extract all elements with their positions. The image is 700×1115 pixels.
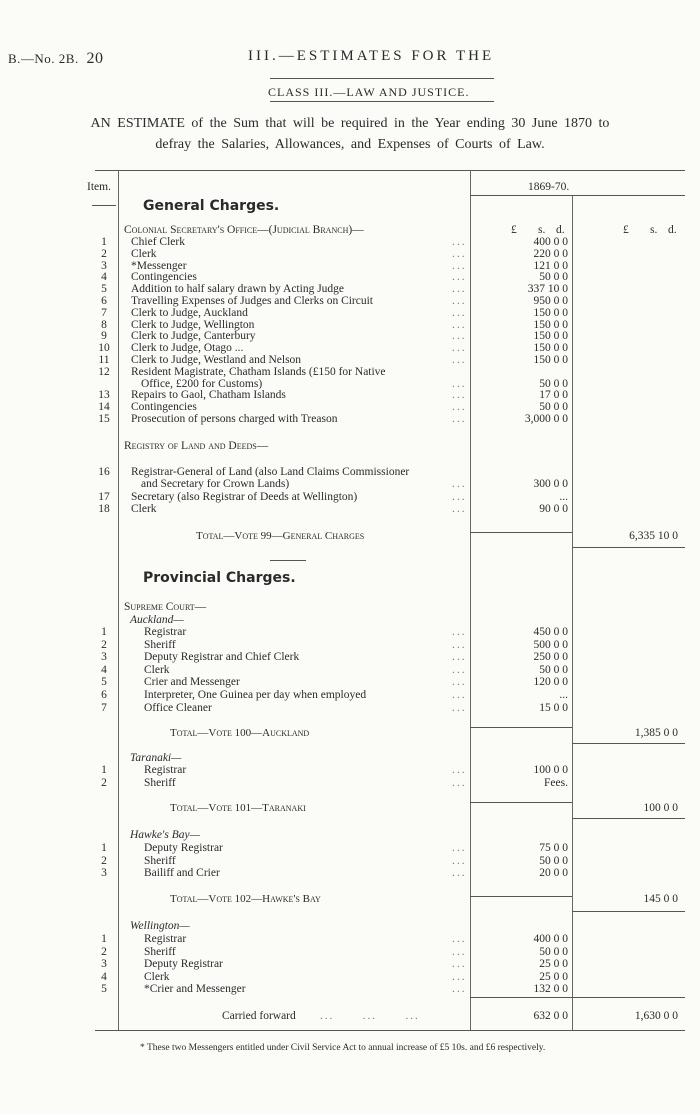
item-number: 8	[101, 318, 107, 331]
item-label: Clerk	[144, 970, 170, 983]
hawkes-bay-total-label: Total—Vote 102—Hawke's Bay	[170, 893, 321, 905]
class-heading: CLASS III.—LAW AND JUSTICE.	[268, 85, 470, 99]
general-total-rule	[572, 547, 685, 548]
item-number: 4	[101, 663, 107, 676]
item-label: Clerk to Judge, Otago ...	[131, 342, 244, 355]
item-number: 7	[101, 701, 107, 714]
item-amount: 50 0 0	[539, 663, 568, 676]
year-rule	[470, 195, 685, 196]
item-amount: 337 10 0	[527, 283, 568, 296]
item-amount: 220 0 0	[533, 247, 568, 260]
hawkes-bay-total-amount: 145 0 0	[643, 893, 678, 905]
year-header: 1869-70.	[528, 181, 570, 193]
item-number: 16	[98, 466, 110, 478]
item-amount: 50 0 0	[539, 401, 568, 414]
document-reference	[8, 50, 103, 68]
dotted-leader: ...	[452, 776, 467, 789]
item-amount: 3,000 0 0	[524, 413, 568, 425]
item-column-divider	[118, 170, 119, 1030]
amount-shilling-header: s.	[538, 224, 546, 236]
taranaki-heading: Taranaki—	[130, 752, 182, 764]
item-amount: 250 0 0	[533, 651, 568, 664]
item-number: 1	[101, 236, 107, 248]
item-amount: 100 0 0	[533, 764, 568, 776]
total-pence-header: d.	[668, 224, 677, 236]
item-label: Addition to half salary drawn by Acting Judge	[131, 283, 345, 296]
item-number: 18	[98, 503, 110, 516]
item-label: Resident Magistrate, Chatham Islands (£150 for Native	[131, 365, 386, 378]
item-amount: 50 0 0	[539, 377, 568, 390]
section-separator	[270, 560, 306, 561]
amount-pence-header: d.	[556, 224, 565, 236]
item-amount: 150 0 0	[533, 354, 568, 366]
item-number: 11	[98, 354, 110, 366]
taranaki-total-rule	[572, 818, 685, 819]
item-number: 4	[101, 970, 107, 983]
auckland-total-rule	[572, 743, 685, 744]
item-amount: 25 0 0	[539, 958, 568, 971]
item-number: 7	[101, 306, 107, 319]
item-amount: 132 0 0	[533, 983, 568, 996]
dotted-leader: ...	[452, 306, 467, 319]
footnote: * These two Messengers entitled under Civil Service Act to annual increase of £5 10s. and £6 respectively.	[140, 1043, 546, 1053]
title-rule	[270, 78, 494, 79]
item-label: Clerk	[131, 503, 157, 516]
taranaki-total-amount: 100 0 0	[643, 802, 678, 814]
item-number: 3	[101, 651, 107, 664]
item-amount: 50 0 0	[539, 854, 568, 867]
dotted-leader: ...	[452, 638, 467, 651]
item-label: *Messenger	[131, 259, 187, 272]
carried-forward-amount: 632 0 0	[533, 1010, 568, 1022]
item-amount: 120 0 0	[533, 676, 568, 689]
dotted-leader: ...	[452, 945, 467, 958]
carried-forward-label: Carried forward	[222, 1010, 296, 1022]
auckland-total-amount: 1,385 0 0	[634, 727, 678, 739]
dotted-leader: ...	[452, 701, 467, 714]
item-number: 5	[101, 983, 107, 996]
item-label: Clerk to Judge, Westland and Nelson	[131, 354, 302, 366]
dotted-leader: ...	[452, 401, 467, 414]
dotted-leader: ...	[452, 983, 467, 996]
item-number: 6	[101, 295, 107, 307]
item-label-continued: Office, £200 for Customs)	[141, 377, 263, 390]
dotted-leader: ...	[452, 854, 467, 867]
item-header-rule	[92, 205, 116, 206]
item-number: 3	[101, 958, 107, 971]
item-amount: 17 0 0	[539, 389, 568, 402]
dotted-leader: ...	[452, 842, 467, 854]
dotted-leader: ...	[452, 271, 467, 284]
item-number: 14	[98, 401, 110, 414]
item-label: Sheriff	[144, 945, 176, 958]
hawkes-bay-heading: Hawke's Bay—	[130, 829, 200, 841]
dotted-leader: ...	[452, 330, 467, 343]
dotted-leader: ...	[452, 626, 467, 638]
item-number: 3	[101, 867, 107, 880]
item-amount: 75 0 0	[539, 842, 568, 854]
item-label: Interpreter, One Guinea per day when employed	[144, 689, 367, 701]
estimate-heading-line1: AN ESTIMATE of the Sum that will be required in the Year ending 30 June 1870 to	[90, 116, 610, 131]
carried-forward-leader: ... ... ...	[320, 1010, 420, 1022]
item-number: 1	[101, 842, 107, 854]
item-amount: 150 0 0	[533, 318, 568, 331]
item-label-continued: and Secretary for Crown Lands)	[141, 478, 290, 491]
dotted-leader: ...	[452, 478, 467, 491]
item-amount: 121 0 0	[533, 259, 568, 272]
registry-heading: Registry of Land and Deeds—	[124, 440, 269, 452]
item-number: 15	[98, 413, 110, 425]
dotted-leader: ...	[452, 318, 467, 331]
supreme-court-heading: Supreme Court—	[124, 601, 207, 613]
item-label: Sheriff	[144, 638, 176, 651]
item-number: 2	[101, 945, 107, 958]
dotted-leader: ...	[452, 236, 467, 248]
general-subtotal-rule	[470, 532, 572, 533]
item-header: Item.	[87, 181, 111, 193]
item-amount: 300 0 0	[533, 478, 568, 491]
item-label: Contingencies	[131, 401, 197, 414]
item-label: Deputy Registrar and Chief Clerk	[144, 651, 300, 664]
item-amount: 150 0 0	[533, 342, 568, 355]
dotted-leader: ...	[452, 958, 467, 971]
item-number: 2	[101, 854, 107, 867]
estimate-heading-line2: defray the Salaries, Allowances, and Expenses of Courts of Law.	[155, 137, 545, 152]
item-number: 13	[98, 389, 110, 402]
item-label: Deputy Registrar	[144, 958, 223, 971]
general-total-amount: 6,335 10 0	[629, 530, 678, 542]
page-title: III.—ESTIMATES FOR THE	[248, 48, 495, 64]
item-label: Registrar	[144, 764, 187, 776]
hawkes-bay-total-rule	[572, 911, 685, 912]
item-label: Sheriff	[144, 776, 176, 789]
dotted-leader: ...	[452, 676, 467, 689]
total-column-divider	[572, 195, 573, 1030]
item-label: Sheriff	[144, 854, 176, 867]
table-bottom-rule	[95, 1030, 685, 1031]
colonial-office-heading: Colonial Secretary's Office—(Judicial Branch)—	[124, 224, 364, 236]
item-label: Prosecution of persons charged with Treason	[131, 413, 338, 425]
carried-forward-total: 1,630 0 0	[634, 1010, 678, 1022]
item-amount: 90 0 0	[539, 503, 568, 516]
item-amount: 400 0 0	[533, 933, 568, 945]
item-label: Office Cleaner	[144, 701, 212, 714]
item-amount: 950 0 0	[533, 295, 568, 307]
item-label: Clerk	[131, 247, 157, 260]
provincial-charges-heading: Provincial Charges.	[143, 570, 296, 586]
item-amount: 15 0 0	[539, 701, 568, 714]
item-number: 1	[101, 933, 107, 945]
item-label: Clerk to Judge, Wellington	[131, 318, 255, 331]
item-number: 17	[98, 490, 110, 503]
item-amount: 50 0 0	[539, 271, 568, 284]
amount-pound-header: £	[511, 224, 517, 236]
item-amount: ...	[559, 689, 568, 701]
dotted-leader: ...	[452, 933, 467, 945]
item-label: Contingencies	[131, 271, 197, 284]
dotted-leader: ...	[452, 247, 467, 260]
item-number: 10	[98, 342, 110, 355]
table-top-rule	[95, 170, 685, 171]
total-shilling-header: s.	[650, 224, 658, 236]
auckland-subtotal-rule	[470, 727, 572, 728]
item-label: Clerk to Judge, Auckland	[131, 306, 248, 319]
general-charges-heading: General Charges.	[143, 198, 280, 214]
item-amount: 50 0 0	[539, 945, 568, 958]
doc-ref: B.—No. 2B.	[8, 51, 79, 66]
dotted-leader: ...	[452, 295, 467, 307]
item-number: 9	[101, 330, 107, 343]
dotted-leader: ...	[452, 490, 467, 503]
dotted-leader: ...	[452, 342, 467, 355]
item-label: Deputy Registrar	[144, 842, 223, 854]
dotted-leader: ...	[452, 413, 467, 425]
item-label: Chief Clerk	[131, 236, 185, 248]
amount-column-divider	[470, 170, 471, 1030]
dotted-leader: ...	[452, 867, 467, 880]
item-label: Travelling Expenses of Judges and Clerks on Circuit	[131, 295, 374, 307]
item-number: 5	[101, 283, 107, 296]
item-number: 5	[101, 676, 107, 689]
item-number: 12	[98, 365, 110, 378]
dotted-leader: ...	[452, 377, 467, 390]
item-label: Crier and Messenger	[144, 676, 240, 689]
item-amount: 150 0 0	[533, 306, 568, 319]
item-label: Registrar	[144, 626, 187, 638]
total-pound-header: £	[623, 224, 629, 236]
item-amount: 450 0 0	[533, 626, 568, 638]
item-label: Registrar	[144, 933, 187, 945]
item-amount: Fees.	[544, 776, 568, 789]
item-label: *Crier and Messenger	[144, 983, 246, 996]
dotted-leader: ...	[452, 689, 467, 701]
taranaki-total-label: Total—Vote 101—Taranaki	[170, 802, 306, 814]
class-rule	[270, 101, 494, 102]
dotted-leader: ...	[452, 259, 467, 272]
dotted-leader: ...	[452, 503, 467, 516]
item-label: Bailiff and Crier	[144, 867, 220, 880]
dotted-leader: ...	[452, 663, 467, 676]
item-amount: 400 0 0	[533, 236, 568, 248]
item-label: Secretary (also Registrar of Deeds at Wellington)	[131, 490, 358, 503]
item-number: 1	[101, 626, 107, 638]
item-number: 1	[101, 764, 107, 776]
item-amount: 20 0 0	[539, 867, 568, 880]
carried-forward-top-rule	[470, 997, 685, 998]
dotted-leader: ...	[452, 354, 467, 366]
item-number: 3	[101, 259, 107, 272]
wellington-heading: Wellington—	[130, 920, 190, 932]
item-label: Clerk to Judge, Canterbury	[131, 330, 256, 343]
dotted-leader: ...	[452, 651, 467, 664]
item-label: Repairs to Gaol, Chatham Islands	[131, 389, 286, 402]
taranaki-subtotal-rule	[470, 802, 572, 803]
item-number: 2	[101, 776, 107, 789]
auckland-total-label: Total—Vote 100—Auckland	[170, 727, 310, 739]
item-amount: 150 0 0	[533, 330, 568, 343]
dotted-leader: ...	[452, 970, 467, 983]
item-number: 6	[101, 689, 107, 701]
item-number: 4	[101, 271, 107, 284]
hawkes-bay-subtotal-rule	[470, 896, 572, 897]
item-amount: 25 0 0	[539, 970, 568, 983]
dotted-leader: ...	[452, 764, 467, 776]
general-total-label: Total—Vote 99—General Charges	[196, 530, 365, 542]
dotted-leader: ...	[452, 389, 467, 402]
item-number: 2	[101, 638, 107, 651]
item-label: Registrar-General of Land (also Land Claims Commissioner	[131, 466, 410, 478]
item-amount: 500 0 0	[533, 638, 568, 651]
item-amount: ...	[559, 490, 568, 503]
auckland-heading: Auckland—	[130, 614, 184, 626]
page-number: 20	[86, 50, 104, 67]
item-number: 2	[101, 247, 107, 260]
item-label: Clerk	[144, 663, 170, 676]
dotted-leader: ...	[452, 283, 467, 296]
